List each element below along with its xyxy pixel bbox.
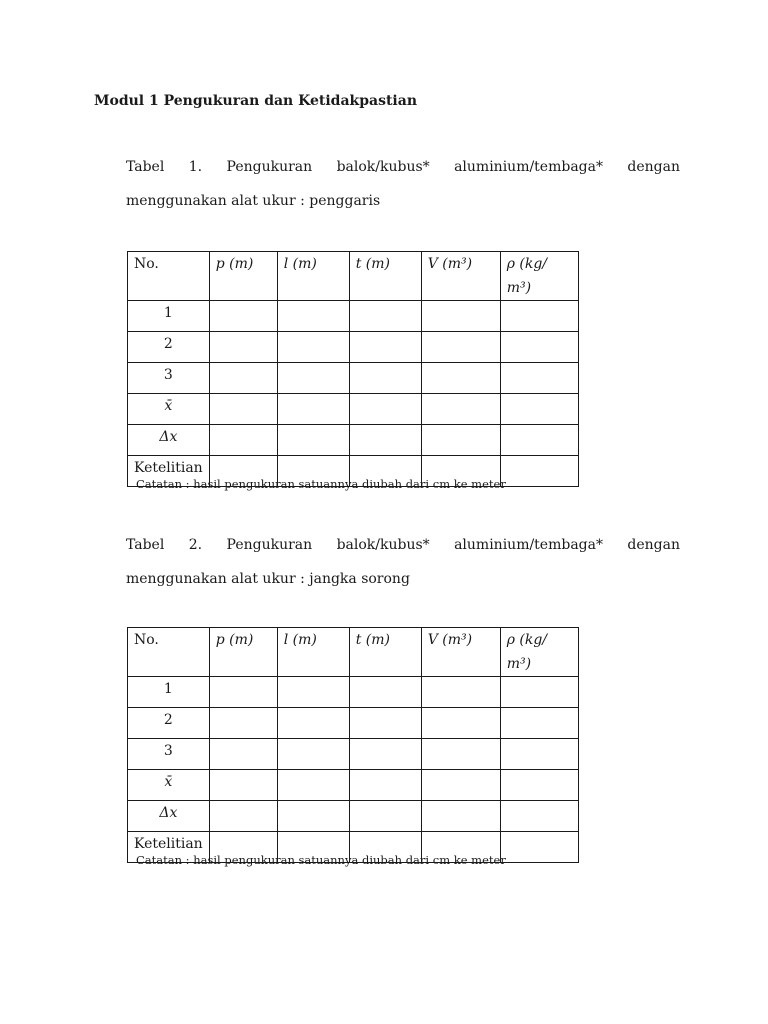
data-cell [277,770,349,801]
data-cell [277,363,349,394]
data-cell [277,708,349,739]
data-cell [209,332,277,363]
data-cell [421,708,500,739]
data-cell [209,801,277,832]
data-cell [209,708,277,739]
row-label: 3 [128,363,210,394]
data-cell [500,301,578,332]
data-cell [349,708,421,739]
row-label: 2 [128,332,210,363]
data-cell [349,332,421,363]
header-cell: p (m) [209,252,277,301]
table-row [128,332,579,363]
data-cell [500,425,578,456]
header-cell: ρ (kg/ m³) [500,252,578,301]
table-header-row [128,628,579,677]
data-cell [349,677,421,708]
data-cell [277,394,349,425]
header-cell: ρ (kg/ m³) [500,628,578,677]
header-cell: t (m) [349,252,421,301]
data-cell [421,425,500,456]
table-1 [127,251,579,487]
data-cell [209,394,277,425]
data-cell [421,363,500,394]
row-label-precision: Ketelitian [128,456,210,487]
table-header-row [128,252,579,301]
data-cell [421,801,500,832]
header-cell: t (m) [349,628,421,677]
data-cell [277,801,349,832]
header-cell: No. [128,628,210,677]
data-cell [209,425,277,456]
data-cell [500,363,578,394]
table-row [128,770,579,801]
table-row [128,301,579,332]
row-label-delta: Δx [128,425,210,456]
data-cell [500,739,578,770]
table-row [128,708,579,739]
data-cell [421,677,500,708]
table-1-note: Catatan : hasil pengukuran satuannya diubah dari cm ke meter [136,477,506,491]
data-cell [277,425,349,456]
header-cell: V (m³) [421,628,500,677]
header-cell: l (m) [277,628,349,677]
row-label: 1 [128,677,210,708]
data-cell [349,301,421,332]
row-label: 1 [128,301,210,332]
data-cell [500,677,578,708]
data-cell [421,770,500,801]
data-cell [349,394,421,425]
data-cell [209,677,277,708]
row-label-mean: x̄ [128,394,210,425]
table-row [128,394,579,425]
table-2 [127,627,579,863]
data-cell [349,801,421,832]
data-cell [421,739,500,770]
page-title: Modul 1 Pengukuran dan Ketidakpastian [94,93,417,109]
table-row [128,677,579,708]
table-2-note: Catatan : hasil pengukuran satuannya diubah dari cm ke meter [136,853,506,867]
data-cell [500,770,578,801]
data-cell [421,394,500,425]
header-cell: l (m) [277,252,349,301]
data-cell [209,739,277,770]
table-1-caption: Tabel 1. Pengukuran balok/kubus* aluminium/tembaga* dengan menggunakan alat ukur : penggaris [126,159,680,209]
table-row [128,801,579,832]
data-cell [277,332,349,363]
header-cell: p (m) [209,628,277,677]
data-cell [500,832,578,863]
data-cell [349,739,421,770]
table-row [128,739,579,770]
row-label-mean: x̄ [128,770,210,801]
data-cell [421,332,500,363]
data-cell [209,363,277,394]
data-cell [421,301,500,332]
data-cell [209,770,277,801]
data-cell [500,456,578,487]
data-cell [500,332,578,363]
data-cell [277,677,349,708]
table-row [128,425,579,456]
data-cell [500,801,578,832]
data-cell [349,425,421,456]
data-cell [500,708,578,739]
header-cell: V (m³) [421,252,500,301]
row-label: 2 [128,708,210,739]
row-label-precision: Ketelitian [128,832,210,863]
row-label: 3 [128,739,210,770]
table-2-caption: Tabel 2. Pengukuran balok/kubus* aluminium/tembaga* dengan menggunakan alat ukur : jangka sorong [126,537,680,587]
data-cell [277,739,349,770]
data-cell [349,363,421,394]
row-label-delta: Δx [128,801,210,832]
header-cell: No. [128,252,210,301]
table-row [128,363,579,394]
data-cell [349,770,421,801]
data-cell [500,394,578,425]
data-cell [209,301,277,332]
data-cell [277,301,349,332]
